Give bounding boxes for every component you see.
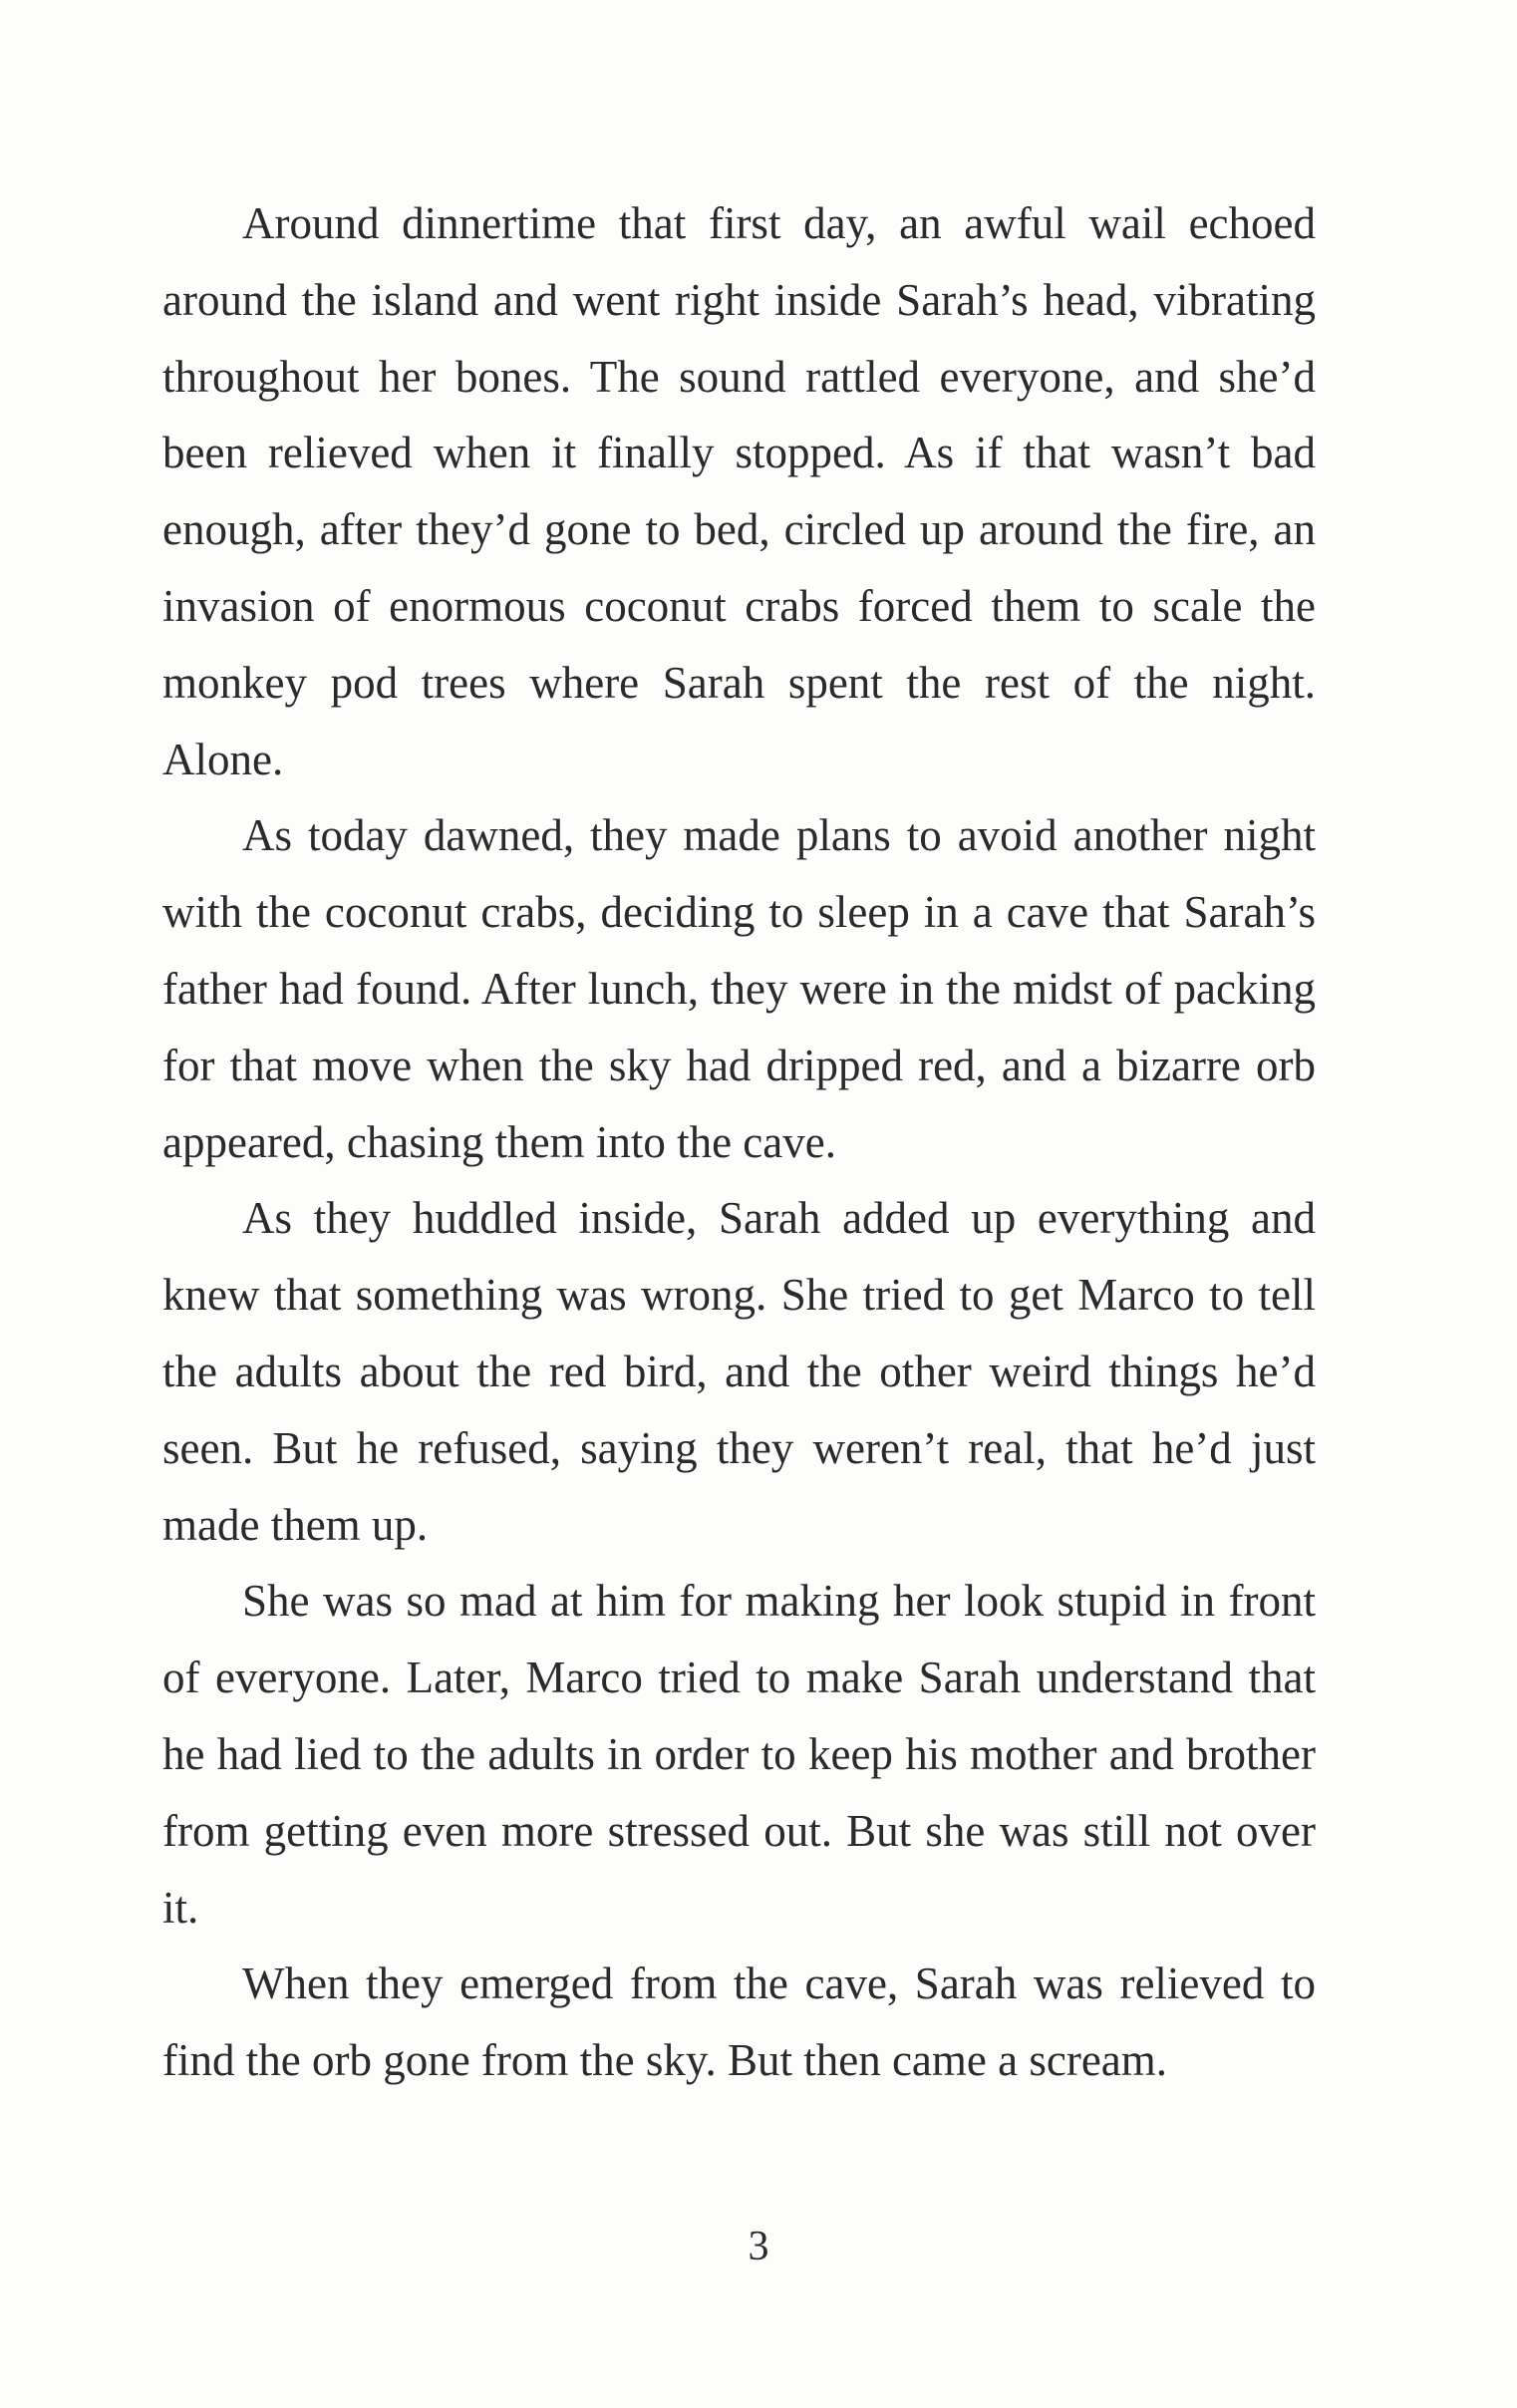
paragraph-5: When they emerged from the cave, Sarah was relieved to find the orb gone from the sky. But then came a scream.: [162, 1958, 1316, 2086]
paragraph-2: As today dawned, they made plans to avoid another night with the coconut crabs, deciding to sleep in a cave that Sarah’s father had found. After lunch, they were in the midst of packing for that move when the sky had dripped red, and a bizarre orb appeared, chasing them into the cave.: [162, 810, 1316, 1167]
body-text: [162, 185, 1316, 2099]
paragraph-4: She was so mad at him for making her look stupid in front of everyone. Later, Marco tried to make Sarah understand that he had lied to the adults in order to keep his mother and brother from getting even more stressed out. But she was still not over it.: [162, 1576, 1316, 1933]
page-number: 3: [748, 2224, 769, 2269]
paragraph-1: Around dinnertime that first day, an awful wail echoed around the island and went right inside Sarah’s head, vibrating throughout her bones. The sound rattled everyone, and she’d been relieved when it finally stopped. As if that wasn’t bad enough, after they’d gone to bed, circled up around the fire, an invasion of enormous coconut crabs forced them to scale the monkey pod trees where Sarah spent the rest of the night. Alone.: [162, 198, 1316, 784]
paragraph-3: As they huddled inside, Sarah added up everything and knew that something was wrong. She tried to get Marco to tell the adults about the red bird, and the other weird things he’d seen. But he refused, saying they weren’t real, that he’d just made them up.: [162, 1193, 1316, 1550]
